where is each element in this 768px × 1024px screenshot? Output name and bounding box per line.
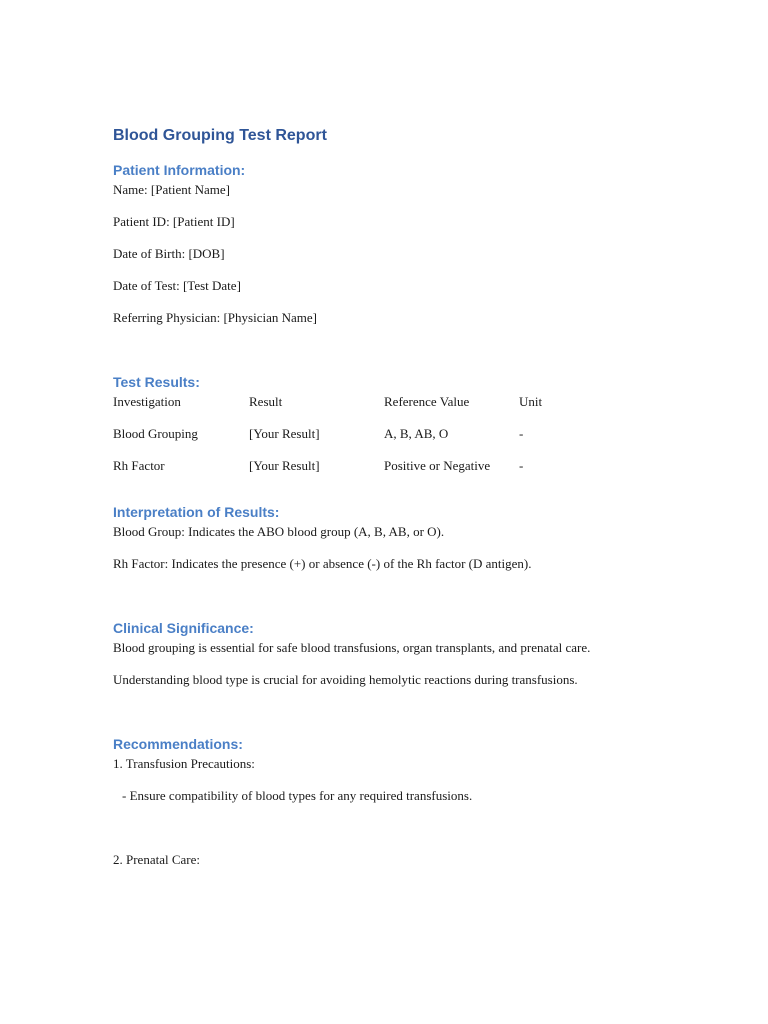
- table-cell-investigation: Rh Factor: [113, 458, 165, 473]
- clinical-paragraph: Understanding blood type is crucial for avoiding hemolytic reactions during transfusions.: [113, 672, 578, 687]
- test-results-table: [113, 392, 579, 476]
- recommendation-item: 1. Transfusion Precautions:: [113, 756, 255, 771]
- table-cell-result: [Your Result]: [249, 426, 320, 441]
- test-results-heading: Test Results:: [113, 374, 200, 390]
- recommendation-item: 2. Prenatal Care:: [113, 852, 200, 867]
- patient-info-section: [113, 160, 708, 328]
- column-header-reference-value: Reference Value: [384, 394, 470, 409]
- referring-physician-field: Referring Physician: [Physician Name]: [113, 310, 317, 325]
- clinical-paragraph: Blood grouping is essential for safe blood transfusions, organ transplants, and prenatal care.: [113, 640, 591, 655]
- column-header-result: Result: [249, 394, 283, 409]
- dob-field: Date of Birth: [DOB]: [113, 246, 225, 261]
- table-cell-reference-value: A, B, AB, O: [384, 426, 449, 441]
- table-cell-reference-value: Positive or Negative: [384, 458, 491, 473]
- table-row: [113, 412, 579, 444]
- test-date-field: Date of Test: [Test Date]: [113, 278, 241, 293]
- table-header-row: [113, 392, 579, 412]
- test-results-section: [113, 372, 708, 476]
- recommendations-section: [113, 734, 708, 870]
- clinical-significance-section: [113, 618, 708, 690]
- clinical-significance-heading: Clinical Significance:: [113, 620, 254, 636]
- interpretation-heading: Interpretation of Results:: [113, 504, 280, 520]
- table-row: [113, 444, 579, 476]
- recommendations-heading: Recommendations:: [113, 736, 243, 752]
- column-header-investigation: Investigation: [113, 394, 181, 409]
- table-cell-investigation: Blood Grouping: [113, 426, 198, 441]
- table-cell-result: [Your Result]: [249, 458, 320, 473]
- table-cell-unit: -: [519, 458, 524, 473]
- patient-info-heading: Patient Information:: [113, 162, 246, 178]
- recommendation-subitem: - Ensure compatibility of blood types for any required transfusions.: [122, 788, 473, 803]
- patient-id-field: Patient ID: [Patient ID]: [113, 214, 235, 229]
- column-header-unit: Unit: [519, 394, 543, 409]
- patient-name-field: Name: [Patient Name]: [113, 182, 230, 197]
- document-title: Blood Grouping Test Report: [113, 127, 327, 144]
- interpretation-section: [113, 502, 708, 574]
- table-cell-unit: -: [519, 426, 524, 441]
- interpretation-rh-factor: Rh Factor: Indicates the presence (+) or absence (-) of the Rh factor (D antigen).: [113, 556, 532, 571]
- interpretation-blood-group: Blood Group: Indicates the ABO blood group (A, B, AB, or O).: [113, 524, 445, 539]
